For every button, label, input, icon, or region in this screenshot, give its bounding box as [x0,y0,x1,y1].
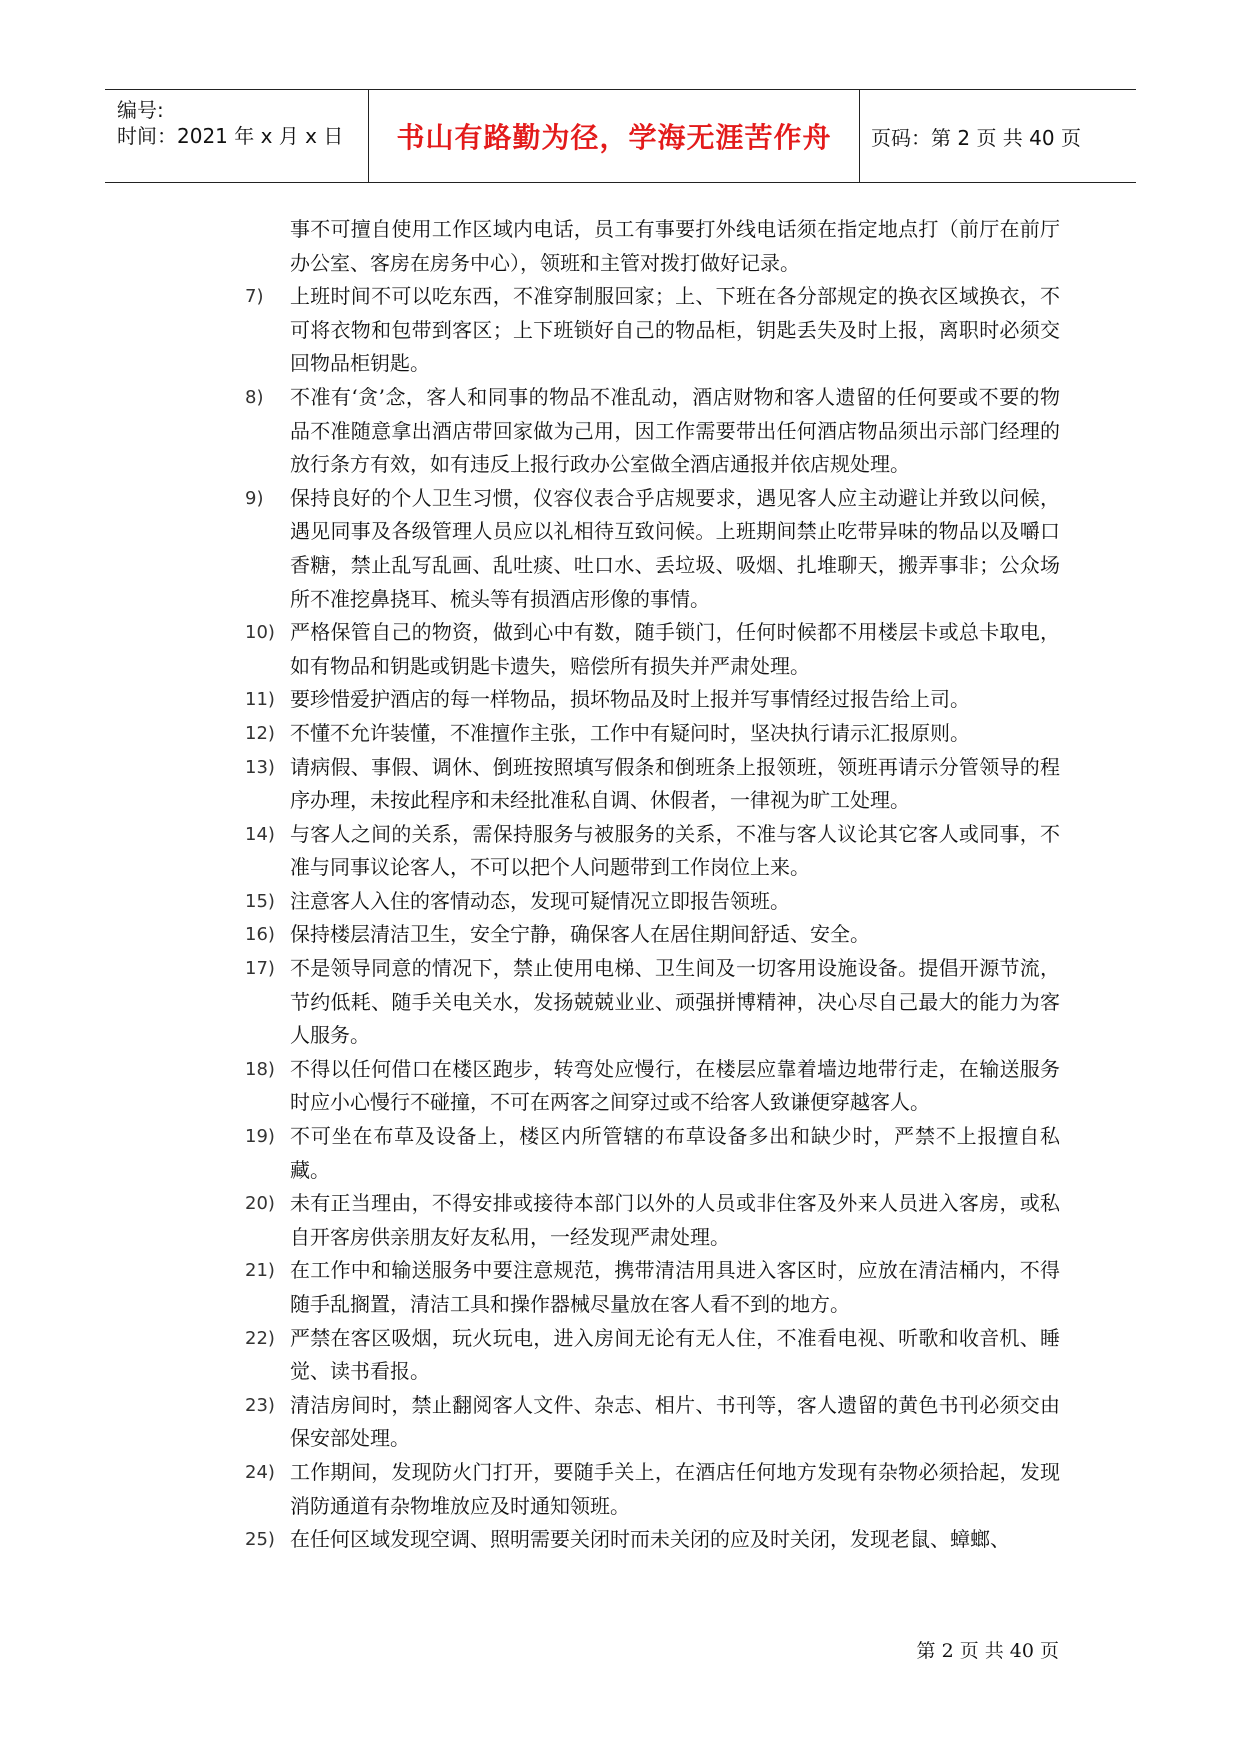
list-item [245,1120,1060,1187]
list-item [245,717,1060,751]
list-item-text: 保持楼层清洁卫生，安全宁静，确保客人在居住期间舒适、安全。 [290,922,870,947]
list-item-text: 要珍惜爱护酒店的每一样物品，损坏物品及时上报并写事情经过报告给上司。 [290,687,970,712]
list-item-number: 13) [245,756,275,778]
list-item-text: 不可坐在布草及设备上，楼区内所管辖的布草设备多出和缺少时，严禁不上报擅自私藏。 [290,1124,1060,1182]
list-item-number: 22) [245,1327,275,1349]
list-item [245,381,1060,482]
list-item-number: 25) [245,1529,275,1551]
list-item-number: 18) [245,1058,275,1080]
list-item-text: 不准有‘贪’念，客人和同事的物品不准乱动，酒店财物和客人遗留的任何要或不要的物品不准随意拿出酒店带回家做为己用，因工作需要带出任何酒店物品须出示部门经理的放行条方有效，如有违反上报行政办公室做全酒店通报并依店规处理。 [290,384,1060,477]
list-item-number: 19) [245,1126,275,1148]
list-item-text: 上班时间不可以吃东西，不准穿制服回家；上、下班在各分部规定的换衣区域换衣，不可将衣物和包带到客区；上下班锁好自己的物品柜，钥匙丢失及时上报，离职时必须交回物品柜钥匙。 [290,284,1060,376]
list-item [245,1053,1060,1120]
list-item-text: 严格保管自己的物资，做到心中有数，随手锁门，任何时候都不用楼层卡或总卡取电，如有物品和钥匙或钥匙卡遗失，赔偿所有损失并严肃处理。 [290,620,1060,678]
list-item [245,952,1060,1053]
list-item-text: 未有正当理由，不得安排或接待本部门以外的人员或非住客及外来人员进入客房，或私自开客房供亲朋友好友私用，一经发现严肃处理。 [290,1191,1060,1249]
list-item-number: 14) [245,823,275,845]
page-footer: 第 2 页 共 40 页 [916,1640,1059,1662]
list-item-text: 请病假、事假、调休、倒班按照填写假条和倒班条上报领班，领班再请示分管领导的程序办理，未按此程序和未经批准私自调、休假者，一律视为旷工处理。 [290,754,1060,813]
list-item-number: 10) [245,622,275,644]
list-item-number: 8) [245,386,264,408]
list-item [245,1322,1060,1389]
list-item [245,1187,1060,1254]
list-item [245,1523,1060,1557]
header-left-cell [117,90,367,182]
list-item-text: 不懂不允许装懂，不准擅作主张，工作中有疑问时，坚决执行请示汇报原则。 [290,720,970,745]
list-item-text: 不是领导同意的情况下，禁止使用电梯、卫生间及一切客用设施设备。提倡开源节流，节约低耗、随手关电关水，发扬兢兢业业、顽强拼博精神，决心尽自己最大的能力为客人服务。 [290,956,1060,1048]
list-item [245,482,1060,616]
list-item-number: 9) [245,487,264,509]
list-item [245,280,1060,381]
list-item [245,1456,1060,1523]
list-item [245,1389,1060,1456]
list-item-number: 24) [245,1461,275,1483]
header-middle-cell [369,90,859,182]
rule-list [245,280,1060,1557]
header-right-cell [871,90,1136,182]
list-item-number: 15) [245,890,275,912]
list-item [245,616,1060,683]
header-motto: 书山有路勤为径，学海无涯苦作舟 [396,121,832,154]
list-item [245,818,1060,885]
list-item-text: 保持良好的个人卫生习惯，仪容仪表合乎店规要求，遇见客人应主动避让并致以问候，遇见同事及各级管理人员应以礼相待互致问候。上班期间禁止吃带异味的物品以及嚼口香糖，禁止乱写乱画、乱吐痰、吐口水、丢垃圾、吸烟、扎堆聊天，搬弄事非；公众场所不准挖鼻挠耳、梳头等有损酒店形像的事情。 [290,485,1060,611]
list-item-number: 12) [245,722,275,744]
list-item [245,885,1060,919]
page-header [105,89,1136,183]
list-item-number: 11) [245,689,275,711]
list-item-number: 17) [245,958,275,980]
list-item-text: 清洁房间时，禁止翻阅客人文件、杂志、相片、书刊等，客人遗留的黄色书刊必须交由保安部处理。 [290,1392,1060,1451]
list-item-text: 工作期间，发现防火门打开，要随手关上，在酒店任何地方发现有杂物必须拾起，发现消防通道有杂物堆放应及时通知领班。 [290,1459,1060,1518]
list-item-number: 20) [245,1193,275,1215]
list-item-number: 7) [245,286,264,308]
document-body [245,213,1060,1557]
list-item-text: 与客人之间的关系，需保持服务与被服务的关系，不准与客人议论其它客人或同事，不准与同事议论客人，不可以把个人问题带到工作岗位上来。 [290,821,1060,880]
list-item-number: 21) [245,1260,275,1282]
list-item [245,683,1060,717]
list-item-text: 在任何区域发现空调、照明需要关闭时而未关闭的应及时关闭，发现老鼠、蟑螂、 [290,1527,1010,1552]
list-item-text: 注意客人入住的客情动态，发现可疑情况立即报告领班。 [290,888,790,913]
list-item [245,1254,1060,1321]
list-item [245,751,1060,818]
header-page-label: 页码：第 2 页 共 40 页 [871,125,1081,150]
list-item-number: 23) [245,1394,275,1416]
header-divider [859,90,860,182]
list-item-text: 不得以任何借口在楼区跑步，转弯处应慢行，在楼层应靠着墙边地带行走，在输送服务时应小心慢行不碰撞，不可在两客之间穿过或不给客人致谦便穿越客人。 [290,1056,1060,1115]
list-item-number: 16) [245,924,275,946]
continued-paragraph: 事不可擅自使用工作区域内电话，员工有事要打外线电话须在指定地点打（前厅在前厅办公室、客房在房务中心），领班和主管对拨打做好记录。 [290,217,1060,275]
list-item-text: 严禁在客区吸烟，玩火玩电，进入房间无论有无人住，不准看电视、听歌和收音机、睡觉、读书看报。 [290,1325,1060,1384]
list-item-text: 在工作中和输送服务中要注意规范，携带清洁用具进入客区时，应放在清洁桶内，不得随手乱搁置，清洁工具和操作器械尽量放在客人看不到的地方。 [290,1258,1060,1316]
document-number-label: 编号: [117,98,164,122]
document-time-label: 时间：2021 年 x 月 x 日 [117,124,344,148]
list-item [245,918,1060,952]
